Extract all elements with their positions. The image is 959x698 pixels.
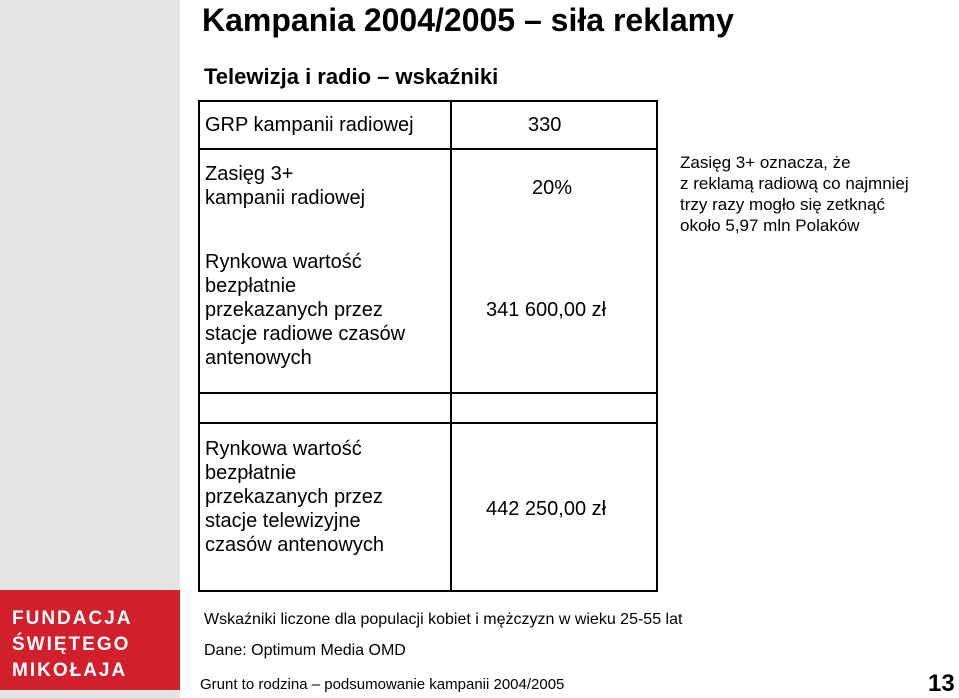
table-row-divider: [198, 392, 658, 394]
logo-line-3: MIKOŁAJA: [12, 660, 128, 681]
source-footnote: Dane: Optimum Media OMD: [204, 642, 406, 659]
table-row-2-value: 20%: [532, 177, 573, 199]
slide-title: Kampania 2004/2005 – siła reklamy: [202, 2, 734, 38]
table-row-5-value: 442 250,00 zł: [486, 498, 607, 520]
slide-subtitle: Telewizja i radio – wskaźniki: [204, 64, 499, 89]
note-line-2: z reklamą radiową co najmniej: [680, 174, 909, 193]
table-row-3-label-line-1: Rynkowa wartość: [205, 251, 362, 273]
table-column-divider: [450, 100, 452, 592]
table-row-5-label-line-5: czasów antenowych: [205, 534, 384, 556]
table-row-2-label-line-1: Zasięg 3+: [205, 163, 294, 185]
table-row-3-value: 341 600,00 zł: [486, 299, 607, 321]
table-row-2-label-line-2: kampanii radiowej: [205, 187, 366, 209]
note-line-4: około 5,97 mln Polaków: [680, 216, 860, 235]
indicators-footnote: Wskaźniki liczone dla populacji kobiet i mężczyzn w wieku 25-55 lat: [204, 611, 683, 628]
logo-line-1: FUNDACJA: [12, 608, 133, 629]
logo-line-2: ŚWIĘTEGO: [12, 634, 131, 655]
reach-explanation-note: [680, 152, 955, 236]
table-row-3-label-line-4: stacje radiowe czasów: [205, 323, 406, 345]
note-line-1: Zasięg 3+ oznacza, że: [680, 153, 851, 172]
note-line-3: trzy razy mogło się zetknąć: [680, 195, 886, 214]
table-row-5-label-line-4: stacje telewizyjne: [205, 510, 361, 532]
table-row-3-label-line-2: bezpłatnie: [205, 275, 297, 297]
footer-label: Grunt to rodzina – podsumowanie kampanii 2004/2005: [200, 676, 565, 693]
table-row-3-label-line-5: antenowych: [205, 347, 312, 369]
table-row-divider: [198, 148, 658, 150]
table-row-3-label-line-3: przekazanych przez: [205, 299, 383, 321]
foundation-logo: [0, 590, 180, 690]
table-row-1-value: 330: [528, 114, 562, 136]
page-number: 13: [928, 670, 955, 697]
table-row-5-label-line-1: Rynkowa wartość: [205, 438, 362, 460]
table-row-5-label-line-2: bezpłatnie: [205, 462, 297, 484]
table-row-1-label: GRP kampanii radiowej: [205, 114, 414, 136]
table-row-5-label-line-3: przekazanych przez: [205, 486, 383, 508]
table-row-divider: [198, 422, 658, 424]
